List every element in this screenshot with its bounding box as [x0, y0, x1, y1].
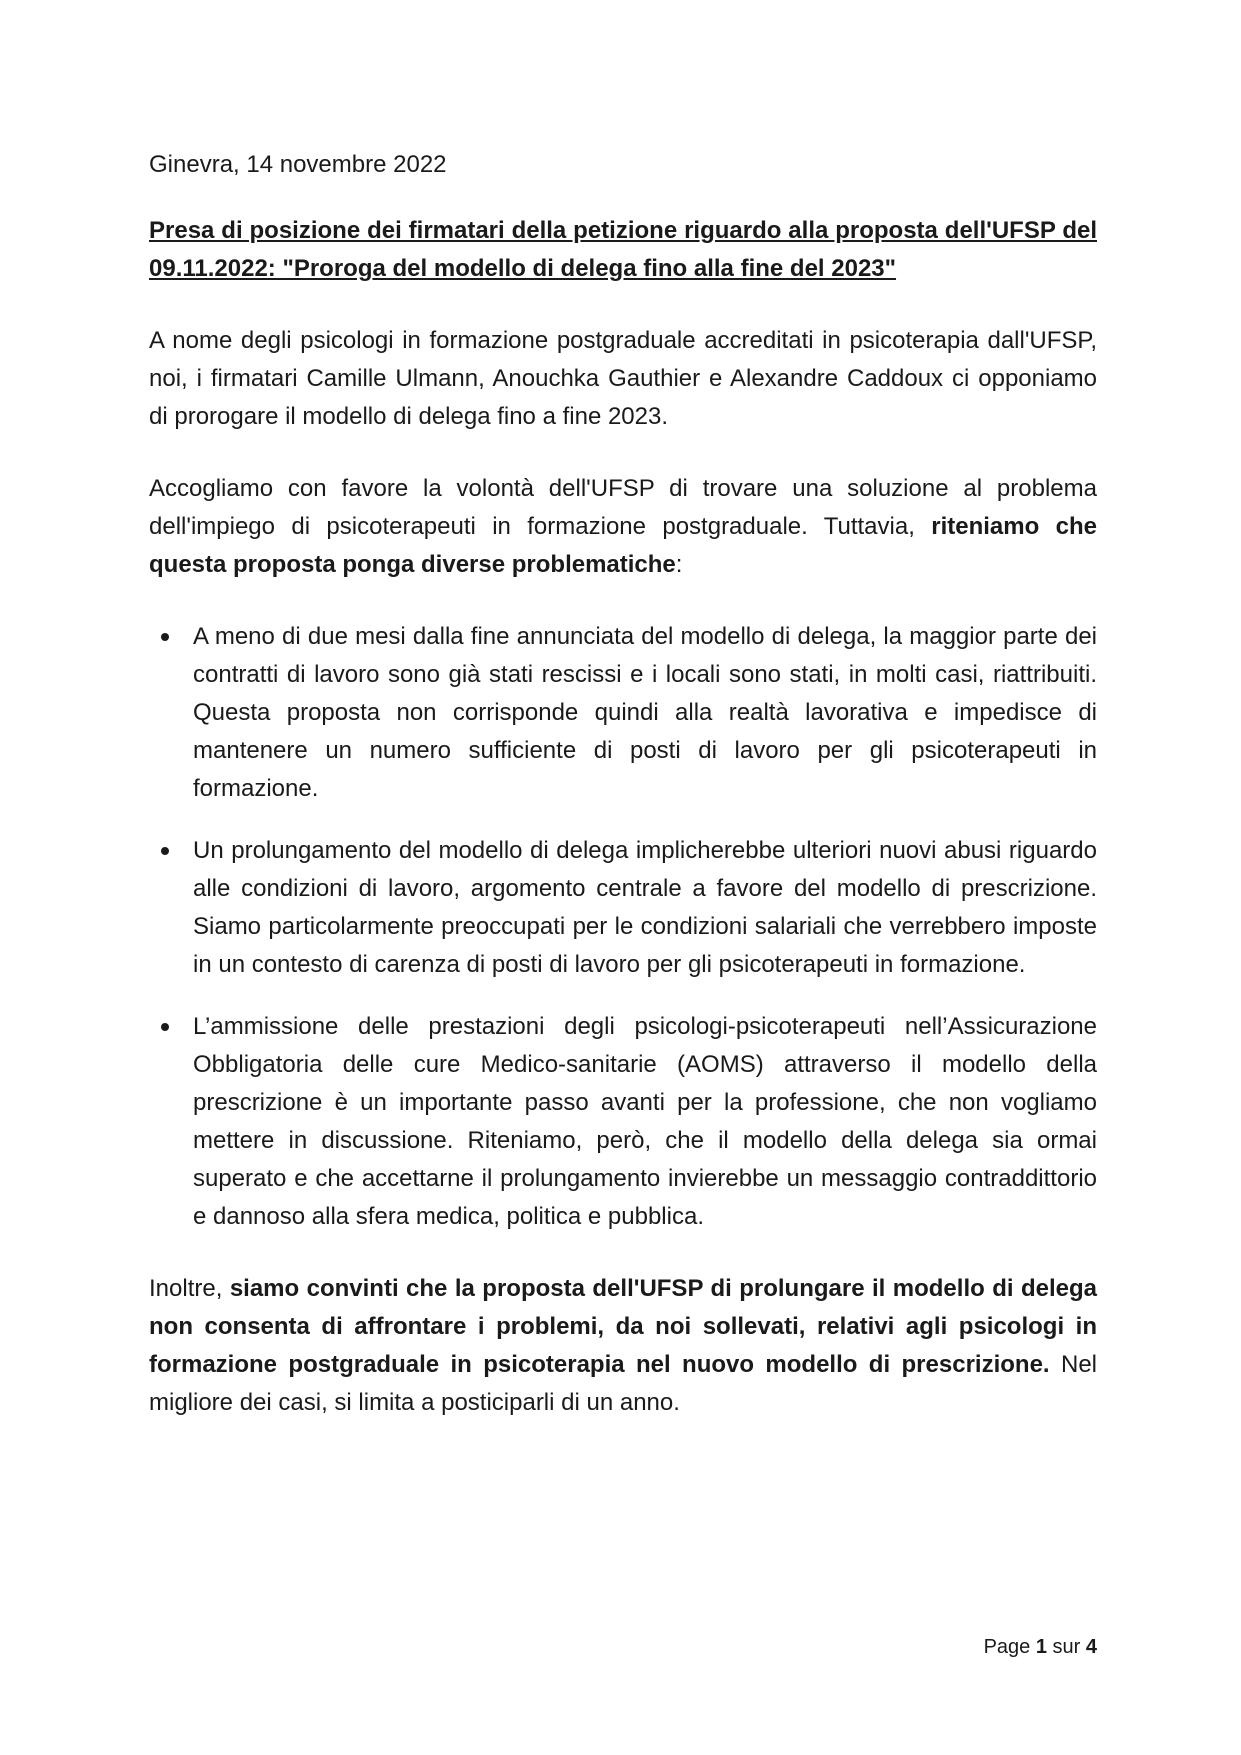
bullet-icon	[161, 847, 169, 855]
list-item	[149, 832, 1097, 984]
paragraph-text: :	[675, 551, 683, 578]
page-number	[900, 1633, 1097, 1661]
document-title: Presa di posizione dei firmatari della petizione riguardo alla proposta dell'UFSP del 09.11.2022: "Proroga del modello di delega fino alla fine del 2023"	[149, 217, 1097, 282]
paragraph-bold-text: siamo convinti che la proposta dell'UFSP di prolungare il modello di delega non consenta di affrontare i problemi, da noi sollevati, relativi agli psicologi in formazione postgraduale in psicoterapia nel nuovo modello di prescrizione.	[149, 1275, 1097, 1378]
paragraph-text: Inoltre,	[149, 1275, 230, 1302]
document-date: Ginevra, 14 novembre 2022	[149, 151, 447, 178]
page-label: Page	[983, 1636, 1036, 1658]
paragraph-text: Nel migliore dei casi, si limita a posticiparli di un anno.	[149, 1351, 1097, 1416]
list-item-text: Un prolungamento del modello di delega implicherebbe ulteriori nuovi abusi riguardo alle condizioni di lavoro, argomento centrale a favore del modello di prescrizione. Siamo particolarmente preoccupati per le condizioni salariali che verrebbero imposte in un contesto di carenza di posti di lavoro per gli psicoterapeuti in formazione.	[193, 837, 1097, 978]
current-page-number: 1	[1035, 1636, 1047, 1658]
paragraph-text: Accogliamo con favore la volontà dell'UFSP di trovare una soluzione al problema dell'impiego di psicoterapeuti in formazione postgraduale. Tuttavia,	[149, 475, 1097, 540]
list-item	[149, 618, 1097, 808]
list-item-text: L’ammissione delle prestazioni degli psicologi-psicoterapeuti nell’Assicurazione Obbligatoria delle cure Medico-sanitarie (AOMS) attraverso il modello della prescrizione è un importante passo avanti per la professione, che non vogliamo mettere in discussione. Riteniamo, però, che il modello della delega sia ormai superato e che accettarne il prolungamento invierebbe un messaggio contraddittorio e dannoso alla sfera medica, politica e pubblica.	[193, 1013, 1097, 1230]
paragraph-concerns	[149, 470, 1097, 584]
bullet-icon	[161, 633, 169, 641]
total-page-count: 4	[1085, 1636, 1097, 1658]
bullet-icon	[161, 1023, 169, 1031]
intro-paragraph: A nome degli psicologi in formazione postgraduale accreditati in psicoterapia dall'UFSP, noi, i firmatari Camille Ulmann, Anouchka Gauthier e Alexandre Caddoux ci opponiamo di prorogare il modello di delega fino a fine 2023.	[149, 327, 1097, 430]
paragraph-conclusion	[149, 1270, 1097, 1422]
paragraph-bold-text: riteniamo che questa proposta ponga diverse problematiche	[149, 513, 1097, 578]
list-item-text: A meno di due mesi dalla fine annunciata del modello di delega, la maggior parte dei contratti di lavoro sono già stati rescissi e i locali sono stati, in molti casi, riattribuiti. Questa proposta non corrisponde quindi alla realtà lavorativa e impedisce di mantenere un numero sufficiente di posti di lavoro per gli psicoterapeuti in formazione.	[193, 623, 1097, 802]
list-item	[149, 1008, 1097, 1236]
page-separator: sur	[1046, 1636, 1086, 1658]
document-body	[149, 146, 1097, 1456]
concerns-list	[149, 618, 1097, 1236]
